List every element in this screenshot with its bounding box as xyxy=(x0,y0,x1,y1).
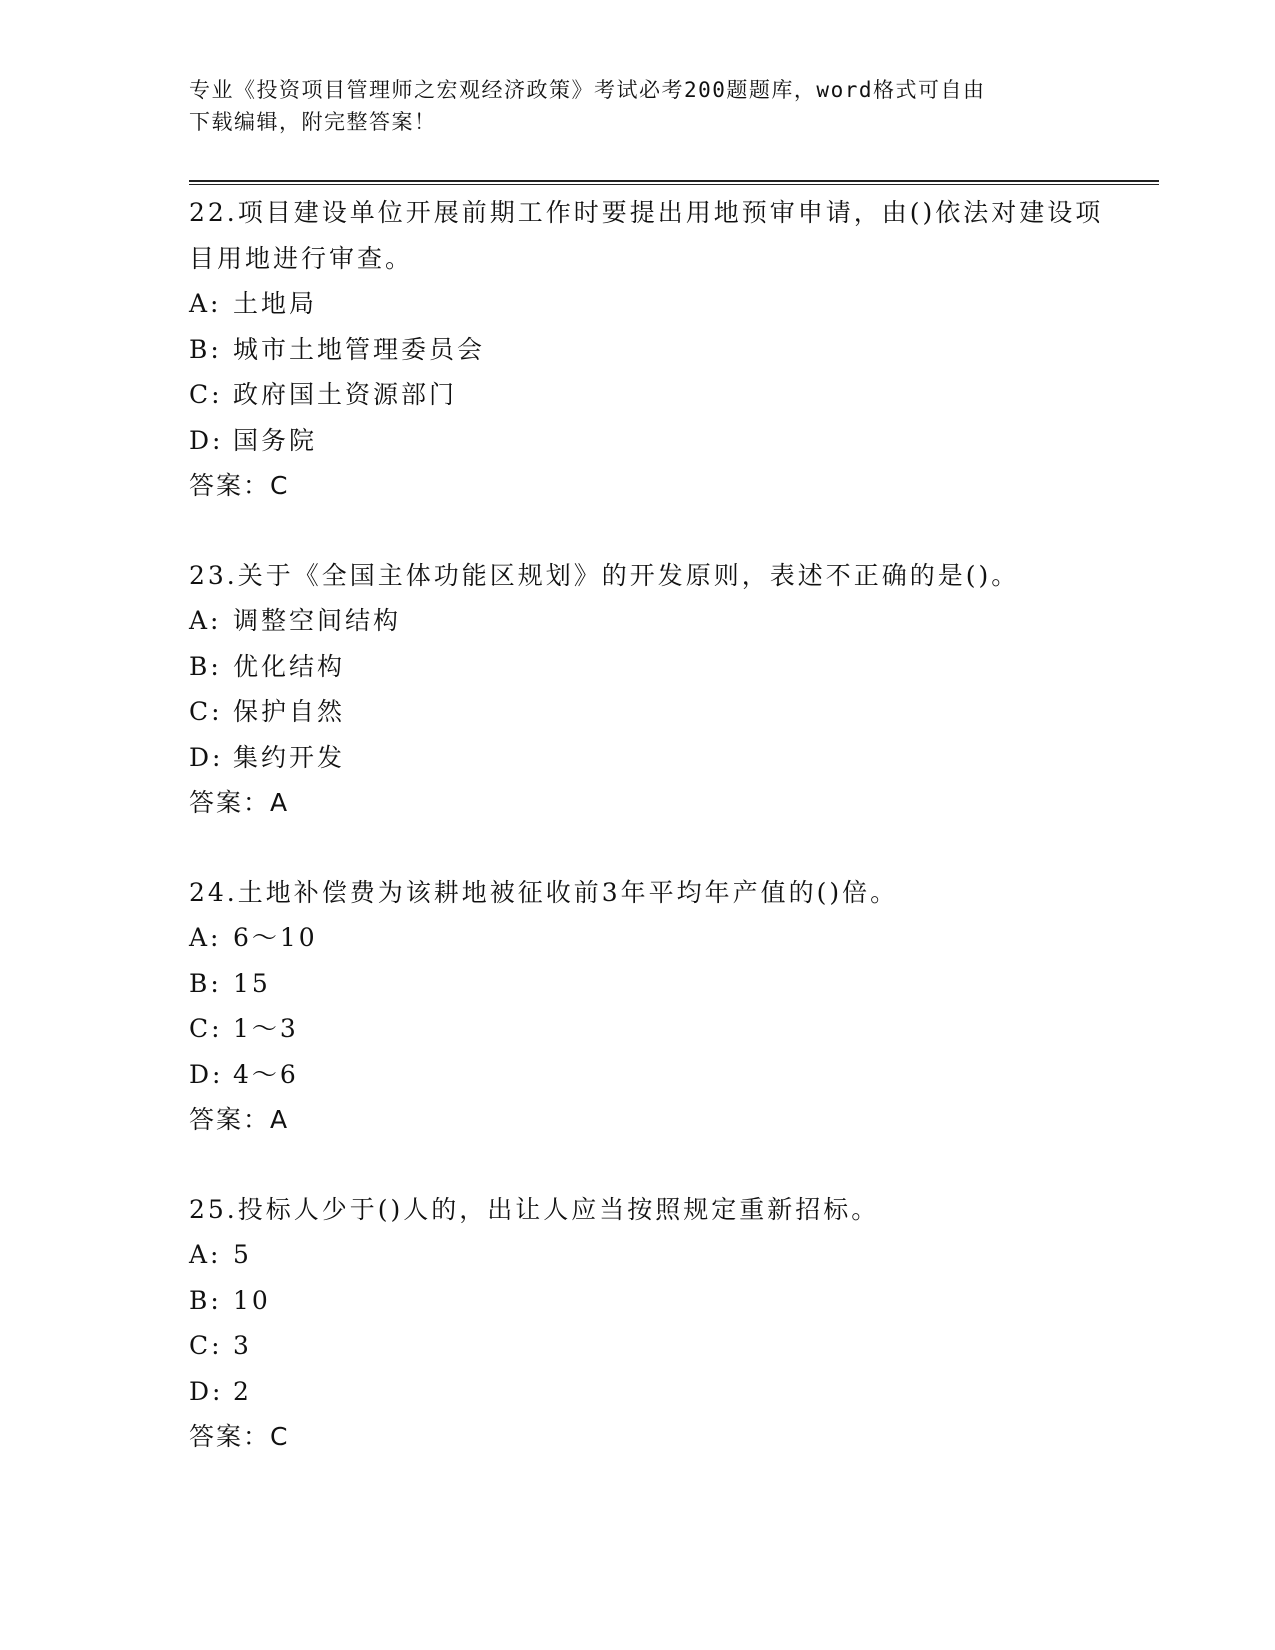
option-text: 土地局 xyxy=(233,289,318,318)
option-b xyxy=(189,1278,1129,1324)
option-a xyxy=(189,281,1129,327)
option-text: 保护自然 xyxy=(233,697,346,726)
header-line-2: 下载编辑，附完整答案！ xyxy=(189,110,437,134)
option-d xyxy=(189,1369,1129,1415)
option-key: A: xyxy=(189,923,222,952)
option-text: 优化结构 xyxy=(233,651,346,681)
question-list xyxy=(189,190,1129,1504)
question-stem: 22.项目建设单位开展前期工作时要提出用地预审申请，由()依法对建设项目用地进行审查。 xyxy=(189,198,1104,273)
option-text: 城市土地管理委员会 xyxy=(233,334,486,364)
answer-line: 答案：C xyxy=(189,471,290,500)
option-c xyxy=(189,1323,1129,1369)
question-stem: 23.关于《全国主体功能区规划》的开发原则，表述不正确的是()。 xyxy=(189,560,1020,590)
option-text: 2 xyxy=(233,1376,252,1406)
option-text: 政府国土资源部门 xyxy=(233,380,458,409)
answer-line: 答案：A xyxy=(189,1105,290,1134)
option-key: B: xyxy=(189,1285,222,1315)
option-text: 4～6 xyxy=(233,1059,299,1089)
option-a xyxy=(189,598,1129,644)
header-divider xyxy=(189,180,1159,185)
document-header xyxy=(189,74,1089,138)
option-key: D: xyxy=(189,742,224,772)
option-b xyxy=(189,961,1129,1007)
option-a xyxy=(189,915,1129,961)
option-key: C: xyxy=(189,1014,223,1043)
option-text: 3 xyxy=(233,1331,252,1360)
question-24 xyxy=(189,870,1129,1143)
option-d xyxy=(189,735,1129,781)
option-text: 国务院 xyxy=(233,425,318,455)
option-c xyxy=(189,372,1129,418)
option-text: 15 xyxy=(233,968,271,998)
question-25 xyxy=(189,1187,1129,1460)
option-text: 6～10 xyxy=(233,923,318,952)
option-c xyxy=(189,1006,1129,1052)
question-stem: 24.土地补偿费为该耕地被征收前3年平均年产值的()倍。 xyxy=(189,877,899,907)
option-b xyxy=(189,644,1129,690)
option-key: C: xyxy=(189,697,223,726)
option-key: C: xyxy=(189,1331,223,1360)
option-c xyxy=(189,689,1129,735)
option-text: 10 xyxy=(233,1285,271,1315)
option-key: A: xyxy=(189,1240,222,1269)
question-22 xyxy=(189,190,1129,509)
option-key: B: xyxy=(189,651,222,681)
option-key: D: xyxy=(189,425,224,455)
option-d xyxy=(189,1052,1129,1098)
option-key: B: xyxy=(189,334,222,364)
option-a xyxy=(189,1232,1129,1278)
option-key: C: xyxy=(189,380,223,409)
option-text: 集约开发 xyxy=(233,742,346,772)
option-key: A: xyxy=(189,606,222,635)
answer-line: 答案：A xyxy=(189,788,290,817)
option-key: D: xyxy=(189,1376,224,1406)
option-text: 1～3 xyxy=(233,1014,299,1043)
option-text: 调整空间结构 xyxy=(233,606,402,635)
question-23 xyxy=(189,553,1129,826)
option-b xyxy=(189,327,1129,373)
question-stem: 25.投标人少于()人的，出让人应当按照规定重新招标。 xyxy=(189,1194,880,1224)
option-key: A: xyxy=(189,289,222,318)
option-key: B: xyxy=(189,968,222,998)
option-key: D: xyxy=(189,1059,224,1089)
option-d xyxy=(189,418,1129,464)
answer-line: 答案：C xyxy=(189,1422,290,1451)
header-line-1: 专业《投资项目管理师之宏观经济政策》考试必考200题题库，word格式可自由 xyxy=(189,78,986,102)
option-text: 5 xyxy=(233,1240,252,1269)
